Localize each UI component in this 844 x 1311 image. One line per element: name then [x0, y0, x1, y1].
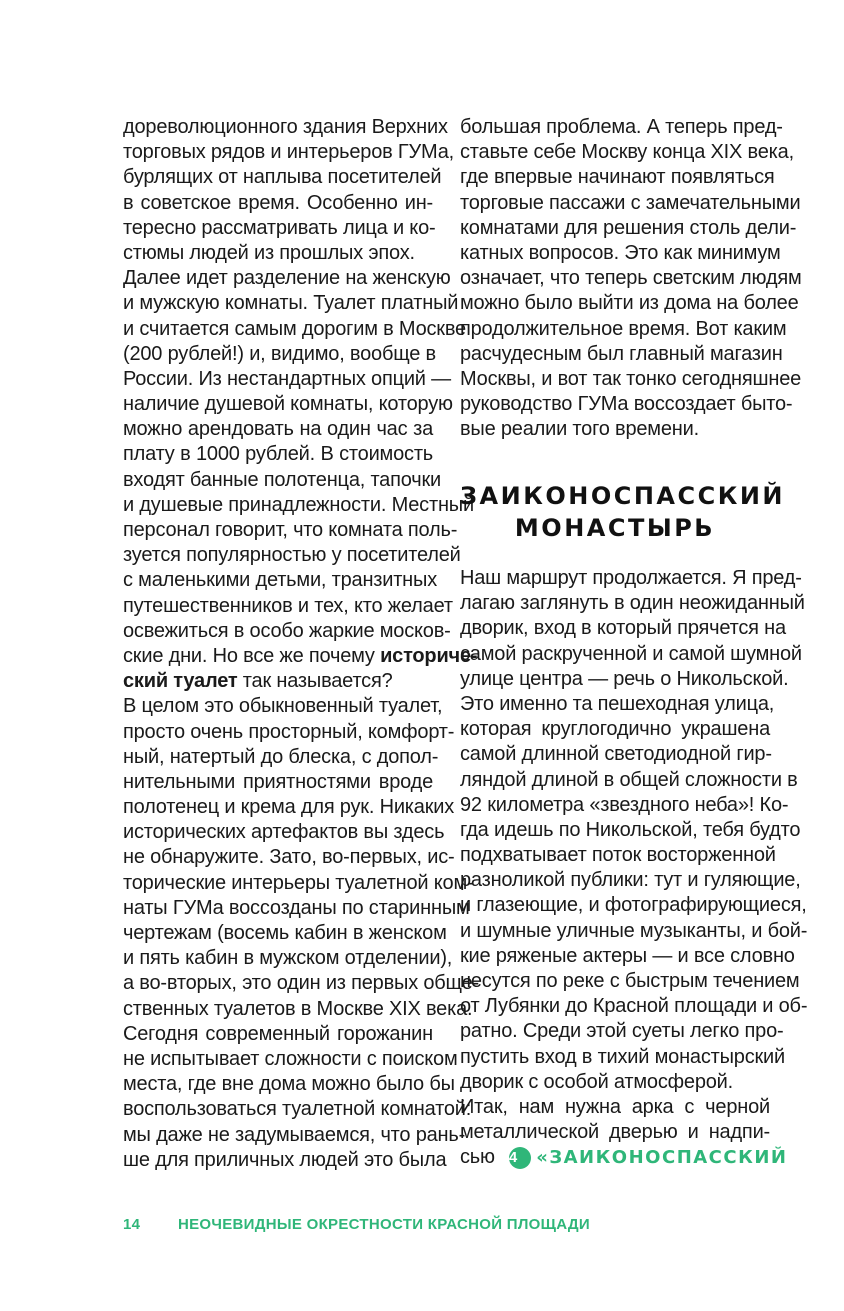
section-heading-line: ЗАИКОНОСПАССКИЙ	[460, 482, 786, 510]
highlighted-term: историче-	[380, 644, 478, 667]
text-line: просто очень просторный, комфорт-	[123, 720, 455, 743]
text-line: мы даже не задумываемся, что рань-	[123, 1123, 466, 1146]
text-line: тересно рассматривать лица и ко-	[123, 216, 436, 239]
text-line: чертежам (восемь кабин в женском	[123, 922, 447, 944]
text-line: самой длинной светодиодной гир-	[460, 743, 772, 766]
text-line: исторических артефактов вы здесь	[123, 821, 445, 844]
text-line: а во-вторых, это один из первых обще-	[123, 972, 479, 995]
text-line: можно арендовать на один час за	[123, 418, 433, 441]
text-line: и считается самым дорогим в Москве	[123, 317, 466, 340]
page-number: 14	[123, 1216, 141, 1233]
text-line: дворик, вход в который прячется на	[460, 617, 786, 640]
text-line: лагаю заглянуть в один неожиданный	[460, 592, 805, 615]
text-line: полотенец и крема для рук. Никаких	[123, 796, 455, 819]
text-line: Это именно та пешеходная улица,	[460, 692, 775, 715]
text-line: 92 километра «звездного неба»! Ко-	[460, 793, 789, 816]
text-line: освежиться в особо жаркие москов-	[123, 619, 451, 642]
text-line: подхватывает поток восторженной	[460, 844, 776, 867]
text-line: зуется популярностью у посетителей	[123, 544, 461, 567]
right-column-top	[460, 115, 802, 442]
text-line: (200 рублей!) и, видимо, вообще в	[123, 342, 436, 365]
text-line: ный, натертый до блеска, с допол-	[123, 745, 439, 768]
text-line: расчудесным был главный магазин	[460, 342, 783, 365]
text-fragment: сью	[460, 1146, 495, 1169]
right-column-bottom	[460, 566, 808, 1171]
text-line: от Лубянки до Красной площади и об-	[460, 995, 808, 1018]
text-line: ственных туалетов в Москве XIX века.	[123, 997, 473, 1020]
text-line: воспользоваться туалетной комнатой:	[123, 1098, 472, 1121]
text-line: Наш маршрут продолжается. Я пред-	[460, 567, 802, 589]
location-number-badge: 4	[509, 1147, 531, 1169]
text-line: Москвы, и вот так тонко сегодняшнее	[460, 367, 802, 390]
text-line: России. Из нестандартных опций —	[123, 367, 451, 390]
section-heading	[460, 480, 786, 544]
text-line: В целом это обыкновенный туалет,	[123, 695, 443, 718]
text-line: не испытывает сложности с поиском	[123, 1047, 458, 1070]
text-line-with-term	[123, 644, 478, 669]
running-title: НЕОЧЕВИДНЫЕ ОКРЕСТНОСТИ КРАСНОЙ ПЛОЩАДИ	[178, 1216, 590, 1233]
text-line: путешественников и тех, кто желает	[123, 594, 453, 617]
text-fragment: так называется?	[237, 670, 393, 693]
text-line: ляндой длиной в общей сложности в	[460, 768, 798, 791]
text-line: и глазеющие, и фотографирующиеся,	[460, 894, 807, 917]
text-line: ше для приличных людей это была	[123, 1148, 447, 1171]
text-line: нительными приятностями вроде	[123, 770, 433, 793]
text-line: торговые пассажи с замечательными	[460, 191, 801, 214]
text-line: Далее идет разделение на женскую	[123, 267, 451, 290]
text-line: входят банные полотенца, тапочки	[123, 468, 441, 491]
text-line: не обнаружите. Зато, во-первых, ис-	[123, 846, 455, 869]
text-line: означает, что теперь светским людям	[460, 267, 802, 290]
text-line: бурлящих от наплыва посетителей	[123, 166, 442, 189]
text-line: которая круглогодично украшена	[460, 718, 770, 741]
text-line: и шумные уличные музыканты, и бой-	[460, 919, 808, 942]
text-line: руководство ГУМа воссоздает быто-	[460, 393, 793, 416]
page-footer	[123, 1216, 590, 1233]
text-line: комнатами для решения столь дели-	[460, 216, 797, 239]
text-line: где впервые начинают появляться	[460, 166, 775, 189]
text-line: дореволюционного здания Верхних	[123, 116, 448, 138]
text-line: разноликой публики: тут и гуляющие,	[460, 869, 801, 892]
text-line: ставьте себе Москву конца XIX века,	[460, 141, 794, 164]
text-line: продолжительное время. Вот каким	[460, 317, 787, 340]
section-heading-line: МОНАСТЫРЬ	[514, 514, 716, 542]
text-line: пустить вход в тихий монастырский	[460, 1045, 785, 1068]
text-line: дворик с особой атмосферой.	[460, 1070, 733, 1093]
text-line: торические интерьеры туалетной ком-	[123, 871, 474, 894]
text-line: Сегодня современный горожанин	[123, 1022, 433, 1045]
text-line: наличие душевой комнаты, которую	[123, 393, 453, 416]
text-line: плату в 1000 рублей. В стоимость	[123, 443, 433, 466]
text-line: с маленькими детьми, транзитных	[123, 569, 438, 592]
text-line-with-marker	[460, 1145, 788, 1170]
highlighted-term: ский туалет	[123, 670, 238, 693]
text-line: большая проблема. А теперь пред-	[460, 116, 783, 138]
text-line: торговых рядов и интерьеров ГУМа,	[123, 141, 455, 164]
text-line: несутся по реке с быстрым течением	[460, 970, 800, 992]
text-line: самой раскрученной и самой шумной	[460, 642, 802, 665]
text-line: в советское время. Особенно ин-	[123, 191, 433, 214]
text-line: вые реалии того времени.	[460, 418, 699, 441]
text-fragment: ские дни. Но все же почему	[123, 644, 381, 667]
text-line-with-term	[123, 669, 433, 694]
text-line: и пять кабин в мужском отделении),	[123, 947, 453, 970]
text-line: кие ряженые актеры — и все словно	[460, 944, 795, 967]
text-line: наты ГУМа воссозданы по старинным	[123, 896, 470, 919]
place-name-highlight: «ЗАИКОНОСПАССКИЙ	[536, 1147, 788, 1169]
text-line: ратно. Среди этой суеты легко про-	[460, 1020, 784, 1043]
text-line: места, где вне дома можно было бы	[123, 1073, 455, 1096]
text-line: катных вопросов. Это как минимум	[460, 241, 781, 264]
text-line: можно было выйти из дома на более	[460, 292, 799, 315]
text-line: улице центра — речь о Никольской.	[460, 667, 789, 690]
text-line: стюмы людей из прошлых эпох.	[123, 241, 415, 264]
text-line: персонал говорит, что комната поль-	[123, 519, 458, 541]
text-line: и душевые принадлежности. Местный	[123, 493, 474, 516]
text-line: металлической дверью и надпи-	[460, 1121, 770, 1144]
text-line: и мужскую комнаты. Туалет платный	[123, 292, 459, 315]
text-line: гда идешь по Никольской, тебя будто	[460, 818, 801, 841]
text-line: Итак, нам нужна арка с черной	[460, 1095, 770, 1118]
